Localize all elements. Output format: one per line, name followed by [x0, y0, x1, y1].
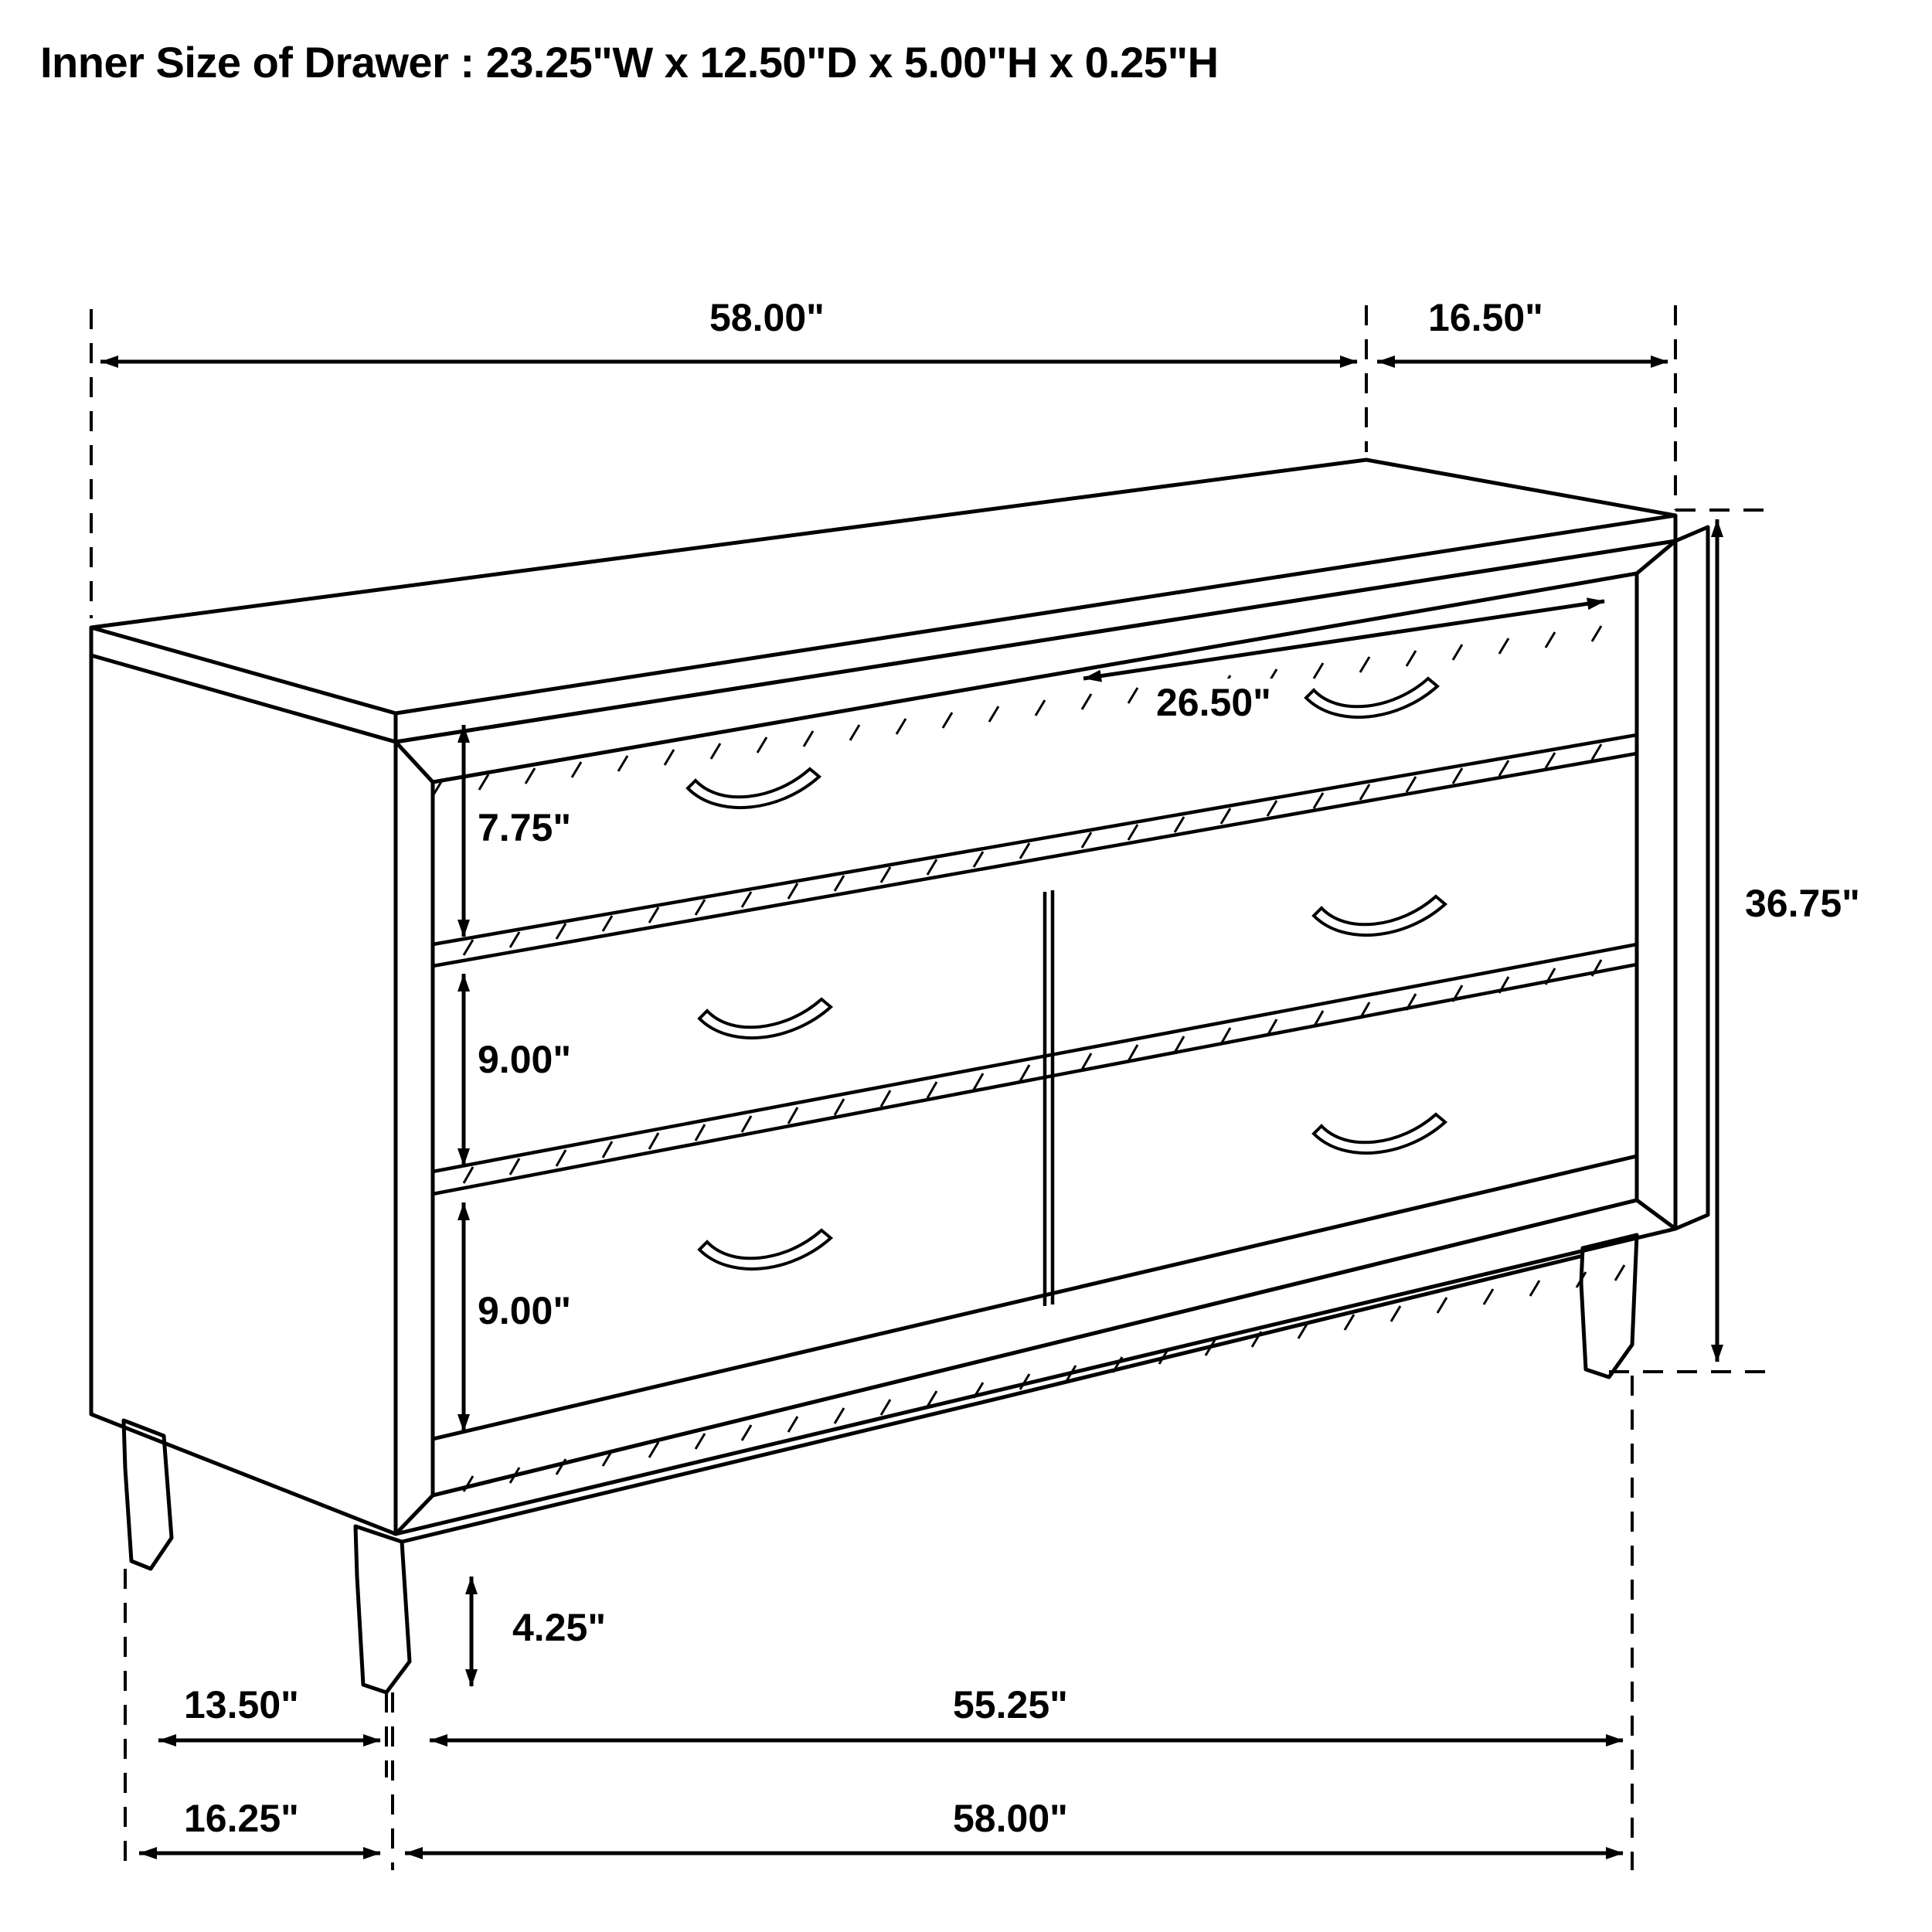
page-title: Inner Size of Drawer : 23.25"W x 12.50"D x 5.00"H x 0.25"H: [40, 38, 1219, 87]
dimension-leg-height: 4.25": [506, 1604, 612, 1651]
dimension-base-width: 55.25": [947, 1681, 1074, 1729]
dimension-bottom-drawer-height: 9.00": [471, 1287, 577, 1335]
drawer-handles: [688, 679, 1445, 1269]
dimension-overall-height: 36.75": [1739, 879, 1866, 927]
legs: [124, 1235, 1637, 1692]
dimension-top-depth: 16.50": [1422, 294, 1549, 342]
drawer-fronts: [433, 626, 1637, 1492]
dimension-side-foot-depth: 13.50": [178, 1681, 305, 1729]
dimension-top-drawer-height: 7.75": [471, 804, 577, 852]
dimension-overall-width: 58.00": [947, 1794, 1074, 1842]
dimension-top-width: 58.00": [703, 294, 831, 342]
dimension-side-base-depth: 16.25": [178, 1794, 305, 1842]
dimension-arrows: [100, 362, 1717, 1853]
dimension-drawer-interior-width: 26.50": [1150, 679, 1277, 726]
dimension-middle-drawer-height: 9.00": [471, 1036, 577, 1083]
